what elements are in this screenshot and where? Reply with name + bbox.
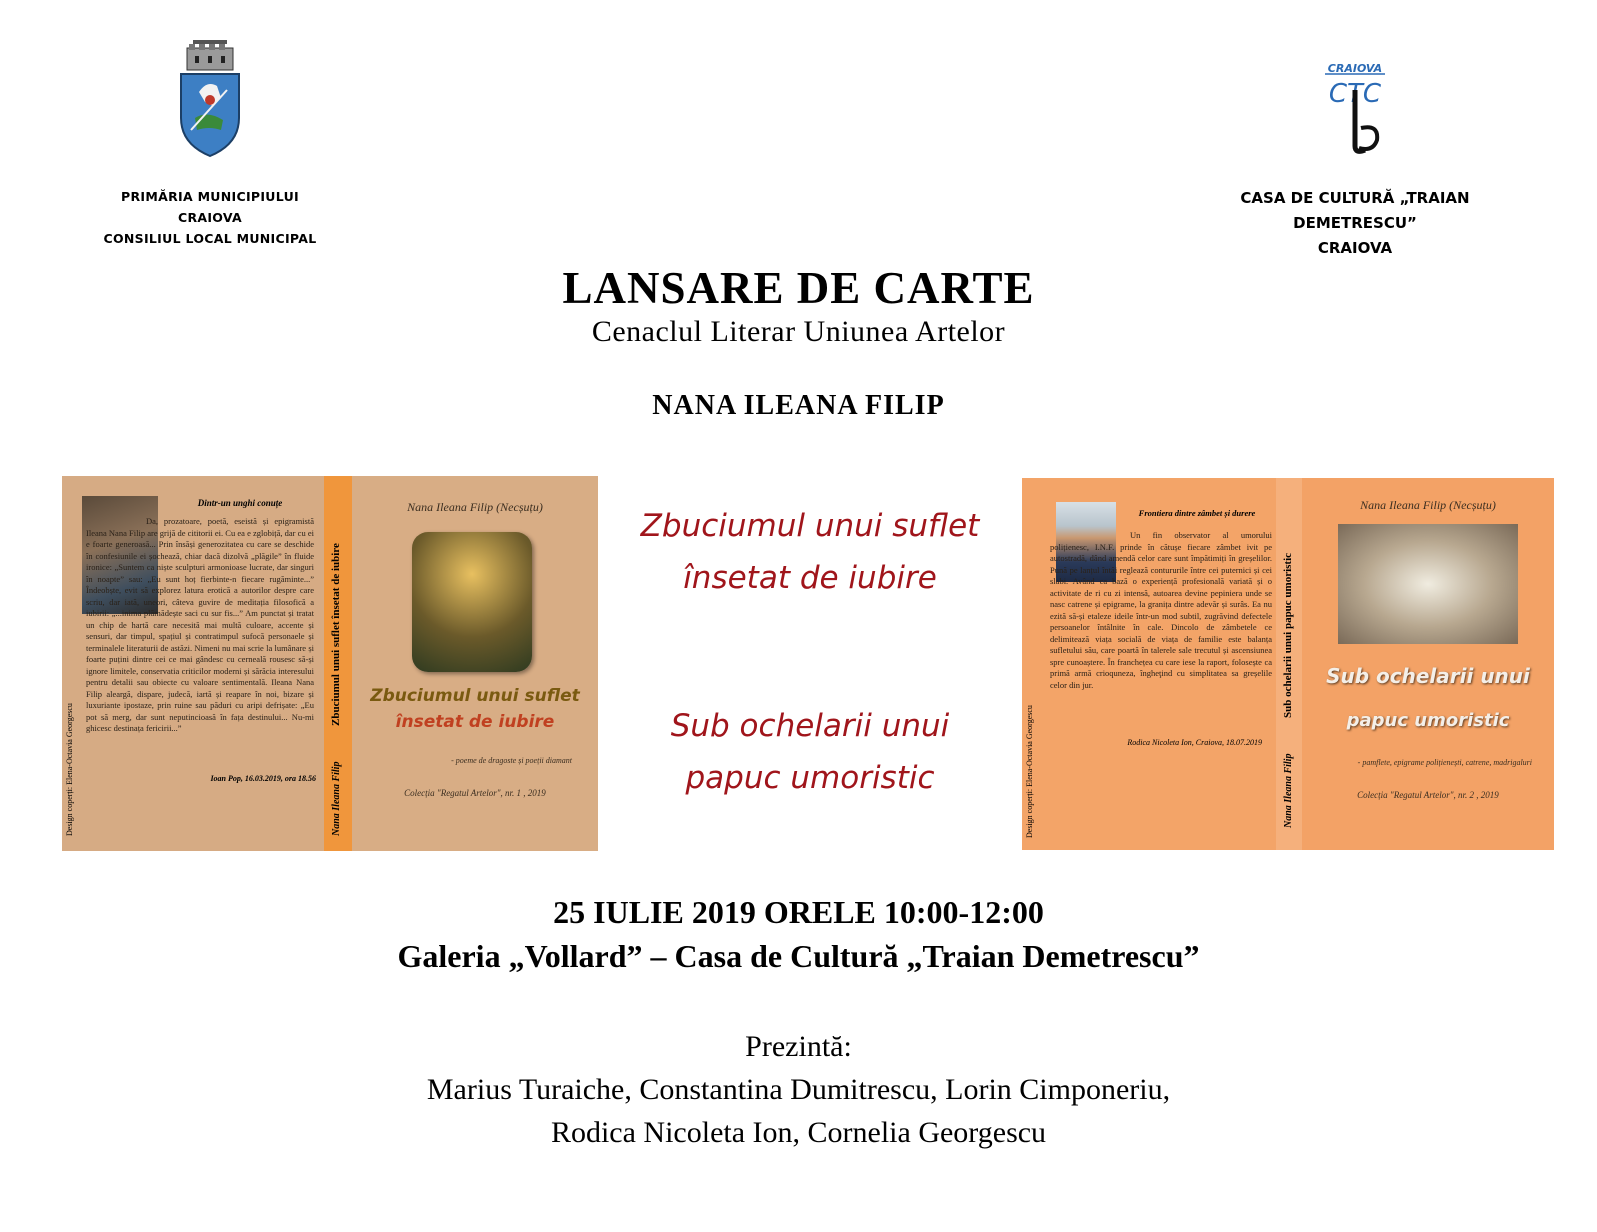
cover-1-front-author: Nana Ileana Filip (Necșuțu) [407,500,543,514]
presenters-line-1: Marius Turaiche, Constantina Dumitrescu, Lorin Cimponeriu, [426,1073,1171,1106]
book-1-title-line-2: însetat de iubire [683,560,937,596]
cover-2-back [1022,478,1276,850]
presenters-line-2: Rodica Nicoleta Ion, Cornelia Georgescu [550,1116,1047,1149]
cover-1-spine [324,476,352,851]
book-2-title-line-1: Sub ochelarii unui [670,708,950,744]
event-title: LANSARE DE CARTE [562,263,1035,313]
event-author: NANA ILEANA FILIP [652,390,945,421]
right-org-line-1: CASA DE CULTURĂ „TRAIAN [1240,189,1470,207]
cover-2-artwork [1338,524,1518,644]
cover-2-front-title-b: papuc umoristic [1346,710,1510,731]
cover-1-spine-author: Nana Ileana Filip [331,761,342,836]
cover-2-spine-title: Sub ochelarii unui papuc umoristic [1282,552,1294,718]
book-1-title [600,500,1020,604]
book-2-title-line-2: papuc umoristic [685,760,935,796]
cover-1-design-credit: Design coperți: Elena-Octavia Georgescu [65,703,74,836]
cover-1-back-text: Da, prozatoare, poetă, eseistă și epigramistă Ileana Nana Filip are grijă de cititorii ei. Cu ea e zglobiță, dar cu ei e foarte generoasă... Prin însăși generozitatea cu care se deschide în confesiunile ei șochează, chiar dacă dizolvă „plăgile” în fluide ironice: „Suntem ca niște sculpturi armonioase lucrate, dar singuri în noapte” sau: „Eu sunt hoț fierbinte-n fiecare rugăminte...” Îndeobște, evit să explorez latura erotică a autorilor despre care scriu, dar iată, uneori, câteva guvire de meditația filosofică a iubirii: „...inima plămădește saci cu sur fis...” Am punctat și tratat un chip de hartă care necesită mai multă culoare, accente și sensuri, dar timpul, spațiul și contratimpul sufocă personaele și terminalele literaturii de astăzi. Nimeni nu mai scrie la lumânare și foarte puțini dintre cei ce mai gândesc cu cerneală rousesc să-și ignore limitele, conservatia criticilor moderni și sărăcia interesului pentru detalii sau obiecte cu valoare sentimentală. Ileana Nana Filip aleargă, dispare, judecă, iartă și reapare în noi, bizare și luxuriante ipostaze, prin ruine sau păduri cu aripi defrișate: „Eu pot să merg, dar sunt neputincioasă în fața destinului... Nu-mi ghicesc destinața fericirii...” [86,516,314,733]
cover-2-spine-author: Nana Ileana Filip [1283,753,1294,828]
left-org-line-2: CONSILIUL LOCAL MUNICIPAL [103,231,317,246]
cover-2-design-credit: Design coperți: Elena-Octavia Georgescu [1025,705,1034,838]
cover-1-collection: Colecția "Regatul Artelor", nr. 1 , 2019 [404,788,546,798]
right-organization [1215,60,1495,261]
cover-1-spine-title: Zbuciumul unui suflet însetat de iubire [330,543,342,726]
cover-2-back-signature: Rodica Nicoleta Ion, Craiova, 18.07.2019 [1127,738,1262,747]
event-venue: Galeria „Vollard” – Casa de Cultură „Traian Demetrescu” [397,938,1200,974]
cover-1-artwork [412,532,532,672]
book-cover-1 [62,476,598,851]
cover-1-front [352,476,598,851]
ctc-logo-city: CRAIOVA [1327,62,1383,75]
cover-1-back [62,476,324,851]
cover-2-back-heading: Frontiera dintre zâmbet și durere [1138,508,1256,518]
cover-1-back-heading: Dintr-un unghi conuțe [197,498,283,508]
cover-1-front-title-b: însetat de iubire [395,712,555,732]
event-subtitle: Cenaclul Literar Uniunea Artelor [591,315,1006,348]
event-datetime: 25 IULIE 2019 ORELE 10:00-12:00 [553,894,1044,930]
cover-1-front-subtitle: - poeme de dragoste și poeții diamant [451,756,572,765]
book-cover-2 [1022,478,1554,850]
right-org-line-2: DEMETRESCU” [1293,214,1417,232]
ctc-logo-letters: CTC [1328,79,1382,109]
cover-1-back-signature: Ioan Pop, 16.03.2019, ora 18.56 [210,774,316,783]
ctc-logo-icon [1315,60,1395,158]
cover-2-spine [1276,478,1302,850]
book-2-title [600,700,1020,804]
cover-2-front-subtitle: - pamflete, epigrame polițienești, catrene, madrigaluri [1357,758,1532,767]
cover-2-front-author: Nana Ileana Filip (Necșuțu) [1360,498,1496,512]
cover-2-collection: Colecția "Regatul Artelor", nr. 2 , 2019 [1357,790,1499,800]
left-org-line-1: PRIMĂRIA MUNICIPIULUI CRAIOVA [121,189,299,225]
book-1-title-line-1: Zbuciumul unui suflet [640,508,980,544]
presenters-label: Prezintă: [745,1030,852,1063]
right-org-line-3: CRAIOVA [1317,239,1393,257]
cover-2-front-title-a: Sub ochelarii unui [1326,664,1530,688]
cover-2-front [1302,478,1554,850]
left-organization [100,40,320,249]
cover-1-front-title-a: Zbuciumul unui suflet [370,686,580,706]
craiova-coat-of-arms-icon [177,40,243,158]
cover-2-back-text: Un fin observator al umorului polițienesc, I.N.F. prinde în cătușe fiecare zâmbet ivit pe autostradă, dând amendă celor care sunt împătimiți în greșelilor. Pună pe lanțul întâi reglează contururile între cei puternici și cei slabi. Având ca bază o experiență profesională variată și o activitate de ri cu zi intensă, autoarea devine pepiniera unde se nasc catrene și epigrame, la granița dintre adevăr și surâs. Ea nu ezită să-și etaleze ideile într-un mod subtil, zugrăvind defectele persoanelor întâlnite în cale. Dincolo de zâmbetele ce delimitează viața socială de viața de familie este balanța sufletului său, care poartă în talerele sale trecutul și ascensiunea spre cunoaștere. În franchețea cu care iese la raport, folosește ca primă armă crioquneza, îngheţind cu simplitatea sa greșelile celor din jur. [1050,530,1272,690]
